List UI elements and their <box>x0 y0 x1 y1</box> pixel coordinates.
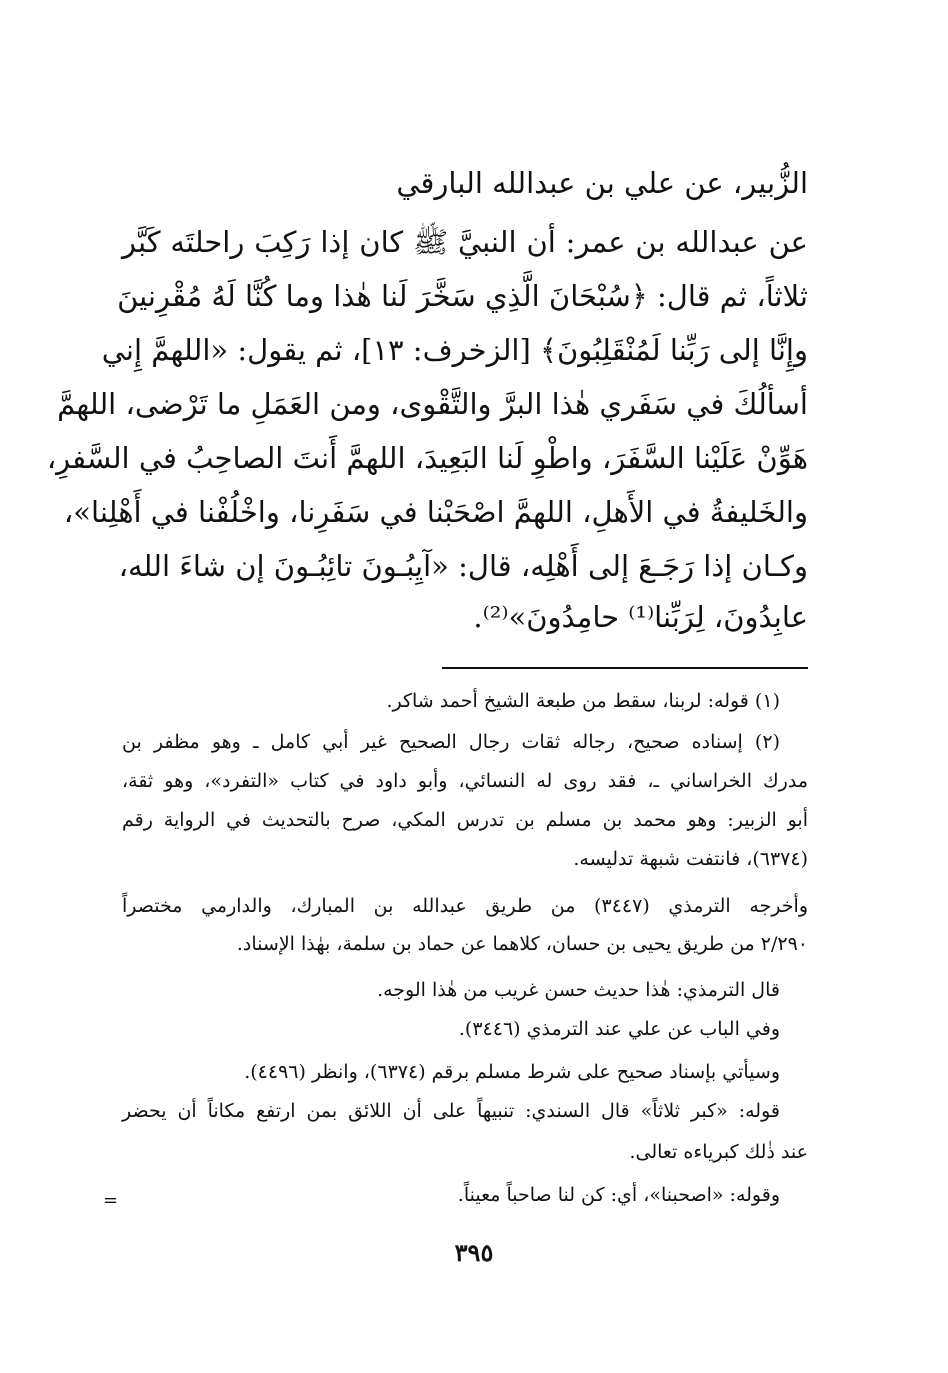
footnote-line: قال الترمذي: هٰذا حديث حسن غريب من هٰذا الوجه. <box>377 979 780 1001</box>
footnote-line: وسيأتي بإسناد صحيح على شرط مسلم برقم (٦٣٧٤)، وانظر (٤٤٩٦). <box>244 1061 780 1083</box>
footnote-line: وفي الباب عن علي عند الترمذي (٣٤٤٦). <box>458 1018 780 1040</box>
footnote-divider <box>442 667 808 669</box>
hadith-line: هَوِّنْ عَلَيْنا السَّفَرَ، واطْوِ لَنا البَعِيدَ، اللهمَّ أَنتَ الصاحِبُ في السَّفرِ، <box>46 441 808 475</box>
footnote-line: وقوله: «اصحبنا»، أي: كن لنا صاحباً معيناً. <box>457 1184 780 1206</box>
footnote-line: عند ذٰلك كبرياءه تعالى. <box>629 1141 808 1163</box>
narrator-chain: الزُّبير، عن علي بن عبدالله البارقي <box>396 166 808 200</box>
page-number: ٣٩٥ <box>454 1238 494 1267</box>
hadith-line: والخَليفةُ في الأَهلِ، اللهمَّ اصْحَبْنا في سَفَرِنا، واخْلُفْنا في أَهْلِنا»، <box>63 495 808 529</box>
footnote-line: وأخرجه الترمذي (٣٤٤٧) من طريق عبدالله بن المبارك، والدارمي مختصراً <box>122 895 808 917</box>
hadith-line: عابِدُونَ، لِرَبِّنا⁽¹⁾ حامِدُونَ»⁽²⁾. <box>473 600 808 634</box>
footnote-line: (٢) إسناده صحيح، رجاله ثقات رجال الصحيح غير أبي كامل ـ وهو مظفر بن <box>122 731 780 753</box>
footnote-line: ٢/٢٩٠ من طريق يحيى بن حسان، كلاهما عن حماد بن سلمة، بهٰذا الإسناد. <box>236 933 808 955</box>
continuation-mark: = <box>103 1190 119 1211</box>
hadith-line: وكـان إذا رَجَـعَ إلى أَهْلِه، قال: «آيِبُـونَ تائِبُـونَ إن شاءَ الله، <box>118 549 808 583</box>
hadith-line: أسألُكَ في سَفَري هٰذا البرَّ والتَّقْوى، ومن العَمَلِ ما تَرْضى، اللهمَّ <box>57 387 808 421</box>
hadith-line: ثلاثاً، ثم قال: ﴿سُبْحَانَ الَّذِي سَخَّرَ لَنا هٰذا وما كُنَّا لَهُ مُقْرِنينَ <box>117 279 808 313</box>
footnote-line: قوله: «كبر ثلاثاً» قال السندي: تنبيهاً على أن اللائق بمن ارتفع مكاناً أن يحضر <box>122 1100 780 1122</box>
footnote-line: (٦٣٧٤)، فانتفت شبهة تدليسه. <box>573 848 808 870</box>
hadith-line: وإِنَّا إلى رَبِّنا لَمُنْقَلِبُونَ﴾ [الزخرف: ١٣]، ثم يقول: «اللهمَّ إِني <box>101 333 808 367</box>
hadith-line: عن عبدالله بن عمر: أن النبيَّ ﷺ كان إذا رَكِبَ راحلتَه كَبَّر <box>122 225 808 259</box>
footnote-line: أبو الزبير: وهو محمد بن مسلم بن تدرس المكي، صرح بالتحديث في الرواية رقم <box>122 809 808 831</box>
footnote-line: مدرك الخراساني ـ، فقد روى له النسائي، وأبو داود في كتاب «التفرد»، وهو ثقة، <box>122 770 808 792</box>
footnote-line: (١) قوله: لربنا، سقط من طبعة الشيخ أحمد شاكر. <box>386 690 780 712</box>
